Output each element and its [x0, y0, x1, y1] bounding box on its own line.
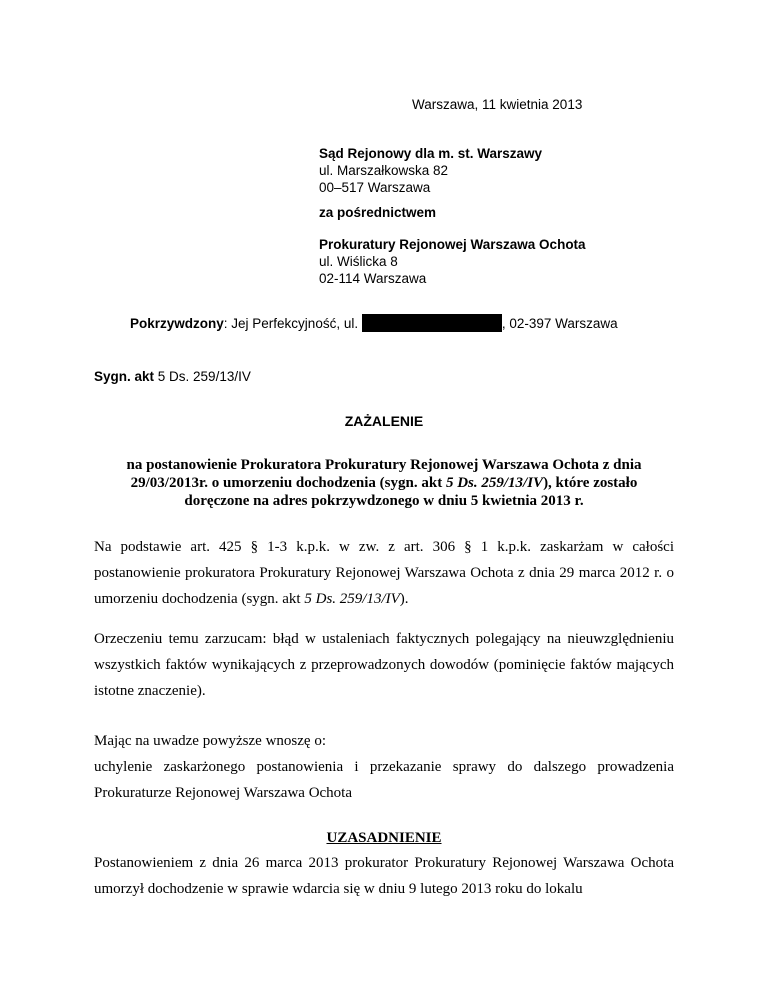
justification-title: UZASADNIENIE: [326, 830, 442, 846]
case-reference: [94, 368, 251, 385]
paragraph-request: [94, 728, 674, 806]
victim-address-tail: , 02-397 Warszawa: [501, 316, 618, 331]
court-street: ul. Marszałkowska 82: [319, 163, 449, 178]
paragraph-appeal-end: ).: [399, 591, 409, 607]
place-date: Warszawa, 11 kwietnia 2013: [412, 97, 583, 112]
prosecutor-address-block: [319, 236, 586, 287]
subtitle-case-ref: 5 Ds. 259/13/IV: [445, 475, 544, 491]
paragraph-appeal-text: Na podstawie art. 425 § 1-3 k.p.k. w zw. z art. 306 § 1 k.p.k. zaskarżam w całości postanowienie prokuratora Prokuratury Rejonowej Warszawa Ochota z dnia 29 marca 2012 r. o umorzeniu dochodzenia (sygn. akt: [94, 539, 674, 607]
complaint-subtitle-line3: doręczone na adres pokrzywdzonego w dniu 5 kwietnia 2013 r.: [184, 493, 584, 509]
prosecutor-city: 02-114 Warszawa: [319, 271, 427, 286]
court-name: Sąd Rejonowy dla m. st. Warszawy: [319, 146, 543, 161]
court-city: 00–517 Warszawa: [319, 180, 431, 195]
case-ref-value: 5 Ds. 259/13/IV: [154, 369, 251, 384]
paragraph-appeal-ref: 5 Ds. 259/13/IV: [304, 591, 400, 607]
victim-label: Pokrzywdzony: [130, 316, 224, 331]
victim-line: [130, 314, 618, 332]
justification-text: Postanowieniem z dnia 26 marca 2013 prokurator Prokuratury Rejonowej Warszawa Ochota umorzył dochodzenie w sprawie wdarcia się w dniu 9 lutego 2013 roku do lokalu: [94, 855, 674, 897]
subtitle-text-end: ), które zostało: [543, 475, 638, 491]
victim-text: : Jej Perfekcyjność, ul.: [223, 316, 362, 331]
request-body: uchylenie zaskarżonego postanowienia i przekazanie sprawy do dalszego prowadzenia Prokuraturze Rejonowej Warszawa Ochota: [94, 759, 674, 801]
case-ref-label: Sygn. akt: [94, 369, 155, 384]
complaint-subtitle: [94, 456, 674, 510]
redacted-address: [362, 314, 502, 332]
prosecutor-name: Prokuratury Rejonowej Warszawa Ochota: [319, 237, 586, 252]
subtitle-text: 29/03/2013r. o umorzeniu dochodzenia (sygn. akt: [130, 475, 446, 491]
court-address-block: [319, 145, 542, 196]
complaint-subtitle-line1: na postanowienie Prokuratora Prokuratury Rejonowej Warszawa Ochota z dnia: [126, 457, 642, 473]
complaint-title: ZAŻALENIE: [344, 413, 424, 429]
paragraph-appeal: [94, 534, 674, 612]
complaint-subtitle-line2: [94, 474, 674, 492]
request-intro: Mając na uwadze powyższe wnoszę o:: [94, 733, 326, 749]
paragraph-charge: Orzeczeniu temu zarzucam: błąd w ustaleniach faktycznych polegający na nieuwzględnieniu wszystkich faktów wynikających z przeprowadzonych dowodów (pominięcie faktów mających istotne znaczenie).: [94, 631, 674, 699]
via-label: za pośrednictwem: [319, 205, 437, 220]
prosecutor-street: ul. Wiślicka 8: [319, 254, 398, 269]
